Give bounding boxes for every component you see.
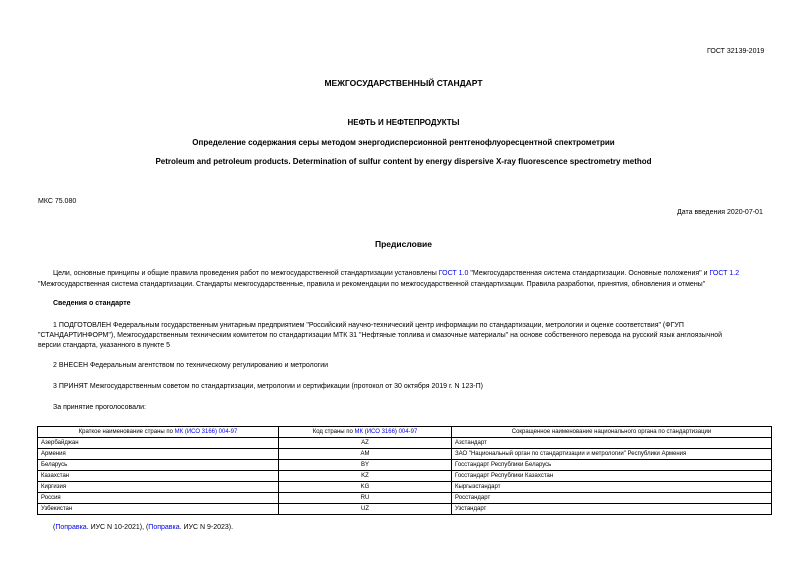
preface-heading: Предисловие: [374, 239, 433, 249]
header-body: Сокращенное наименование национального органа по стандартизации: [452, 427, 772, 438]
cell-body: Кыргызстандарт: [452, 482, 772, 493]
header-code: Код страны по МК (ИСО 3166) 004-97: [279, 427, 452, 438]
cell-country: Беларусь: [38, 460, 279, 471]
cell-code: AM: [279, 449, 452, 460]
cell-body: Росстандарт: [452, 493, 772, 504]
cell-code: BY: [279, 460, 452, 471]
header-country: Краткое наименование страны по МК (ИСО 3166) 004-97: [38, 427, 279, 438]
cell-body: Азстандарт: [452, 438, 772, 449]
standard-type-title: МЕЖГОСУДАРСТВЕННЫЙ СТАНДАРТ: [324, 78, 483, 88]
item1-line1: 1 ПОДГОТОВЛЕН Федеральным государственным унитарным предприятием "Российский научно-технический центр информации по стандартизации, метрологии и оценке соответствия" (ФГУП: [53, 322, 684, 329]
cell-country: Узбекистан: [38, 504, 279, 515]
table-header-row: [38, 427, 772, 438]
table-row: [38, 504, 772, 515]
classifier-number-link[interactable]: 004-97: [398, 428, 418, 435]
cell-code: AZ: [279, 438, 452, 449]
item1-line3: версии стандарта, указанного в пункте 5: [38, 342, 171, 349]
cell-country: Казахстан: [38, 471, 279, 482]
gost-1-0-link[interactable]: ГОСТ 1.0: [438, 270, 469, 277]
gost-1-2-link[interactable]: ГОСТ 1.2: [709, 270, 740, 277]
preface-paragraph-line2: "Межгосударственная система стандартизации. Стандарты межгосударственные, правила и рекомендации по межгосударственной стандартизации. Правила разработки, принятия, обновления и отмены": [38, 281, 706, 288]
cell-code: RU: [279, 493, 452, 504]
amendments-note: (Поправка. ИУС N 10-2021), (Поправка. ИУС N 9-2023).: [53, 524, 234, 531]
mk-iso-link[interactable]: МК (ИСО 3166) 004-97: [174, 428, 238, 435]
table-row: [38, 482, 772, 493]
cell-country: Киргизия: [38, 482, 279, 493]
member-states-table: [37, 426, 772, 515]
voted-label: За принятие проголосовали:: [53, 404, 146, 411]
cell-code: KG: [279, 482, 452, 493]
item2: 2 ВНЕСЕН Федеральным агентством по техническому регулированию и метрологии: [53, 362, 329, 369]
table-row: [38, 449, 772, 460]
mks-code: МКС 75.080: [38, 198, 77, 205]
table-row: [38, 460, 772, 471]
intro-date: Дата введения 2020-07-01: [677, 209, 763, 216]
main-title: НЕФТЬ И НЕФТЕПРОДУКТЫ: [347, 118, 460, 127]
cell-body: Госстандарт Республики Казахстан: [452, 471, 772, 482]
cell-country: Россия: [38, 493, 279, 504]
iso-3166-link[interactable]: ИСО 3166: [366, 428, 395, 435]
cell-body: ЗАО "Национальный орган по стандартизации и метрологии" Республики Армения: [452, 449, 772, 460]
cell-code: UZ: [279, 504, 452, 515]
item3: 3 ПРИНЯТ Межгосударственным советом по стандартизации, метрологии и сертификации (протокол от 30 октября 2019 г. N 123-П): [53, 383, 483, 390]
subtitle-ru: Определение содержания серы методом энергодисперсионной рентгенофлуоресцентной спектрометрии: [192, 138, 615, 147]
preface-text: Цели, основные принципы и общие правила проведения работ по межгосударственной стандартизации установлены: [53, 270, 439, 277]
table-row: [38, 493, 772, 504]
preface-paragraph-line1: [53, 270, 739, 277]
mk-link[interactable]: МК: [354, 428, 364, 435]
info-heading: Сведения о стандарте: [53, 300, 131, 307]
preface-text: "Межгосударственная система стандартизации. Основные положения" и: [468, 270, 710, 277]
amendment-link[interactable]: Поправка: [55, 524, 87, 531]
cell-country: Азербайджан: [38, 438, 279, 449]
cell-code: KZ: [279, 471, 452, 482]
item1-line2: "СТАНДАРТИНФОРМ"), Межгосударственным техническим комитетом по стандартизации МТК 31 "Нефтяные топлива и смазочные материалы" на основе собственного перевода на русский язык англоязычной: [38, 332, 723, 339]
cell-country: Армения: [38, 449, 279, 460]
amendment-link[interactable]: Поправка: [148, 524, 180, 531]
cell-body: Узстандарт: [452, 504, 772, 515]
subtitle-en: Petroleum and petroleum products. Determination of sulfur content by energy dispersive X-ray fluorescence spectrometry method: [155, 157, 652, 166]
table-row: [38, 471, 772, 482]
table-row: [38, 438, 772, 449]
gost-id: ГОСТ 32139-2019: [707, 48, 765, 55]
cell-body: Госстандарт Республики Беларусь: [452, 460, 772, 471]
